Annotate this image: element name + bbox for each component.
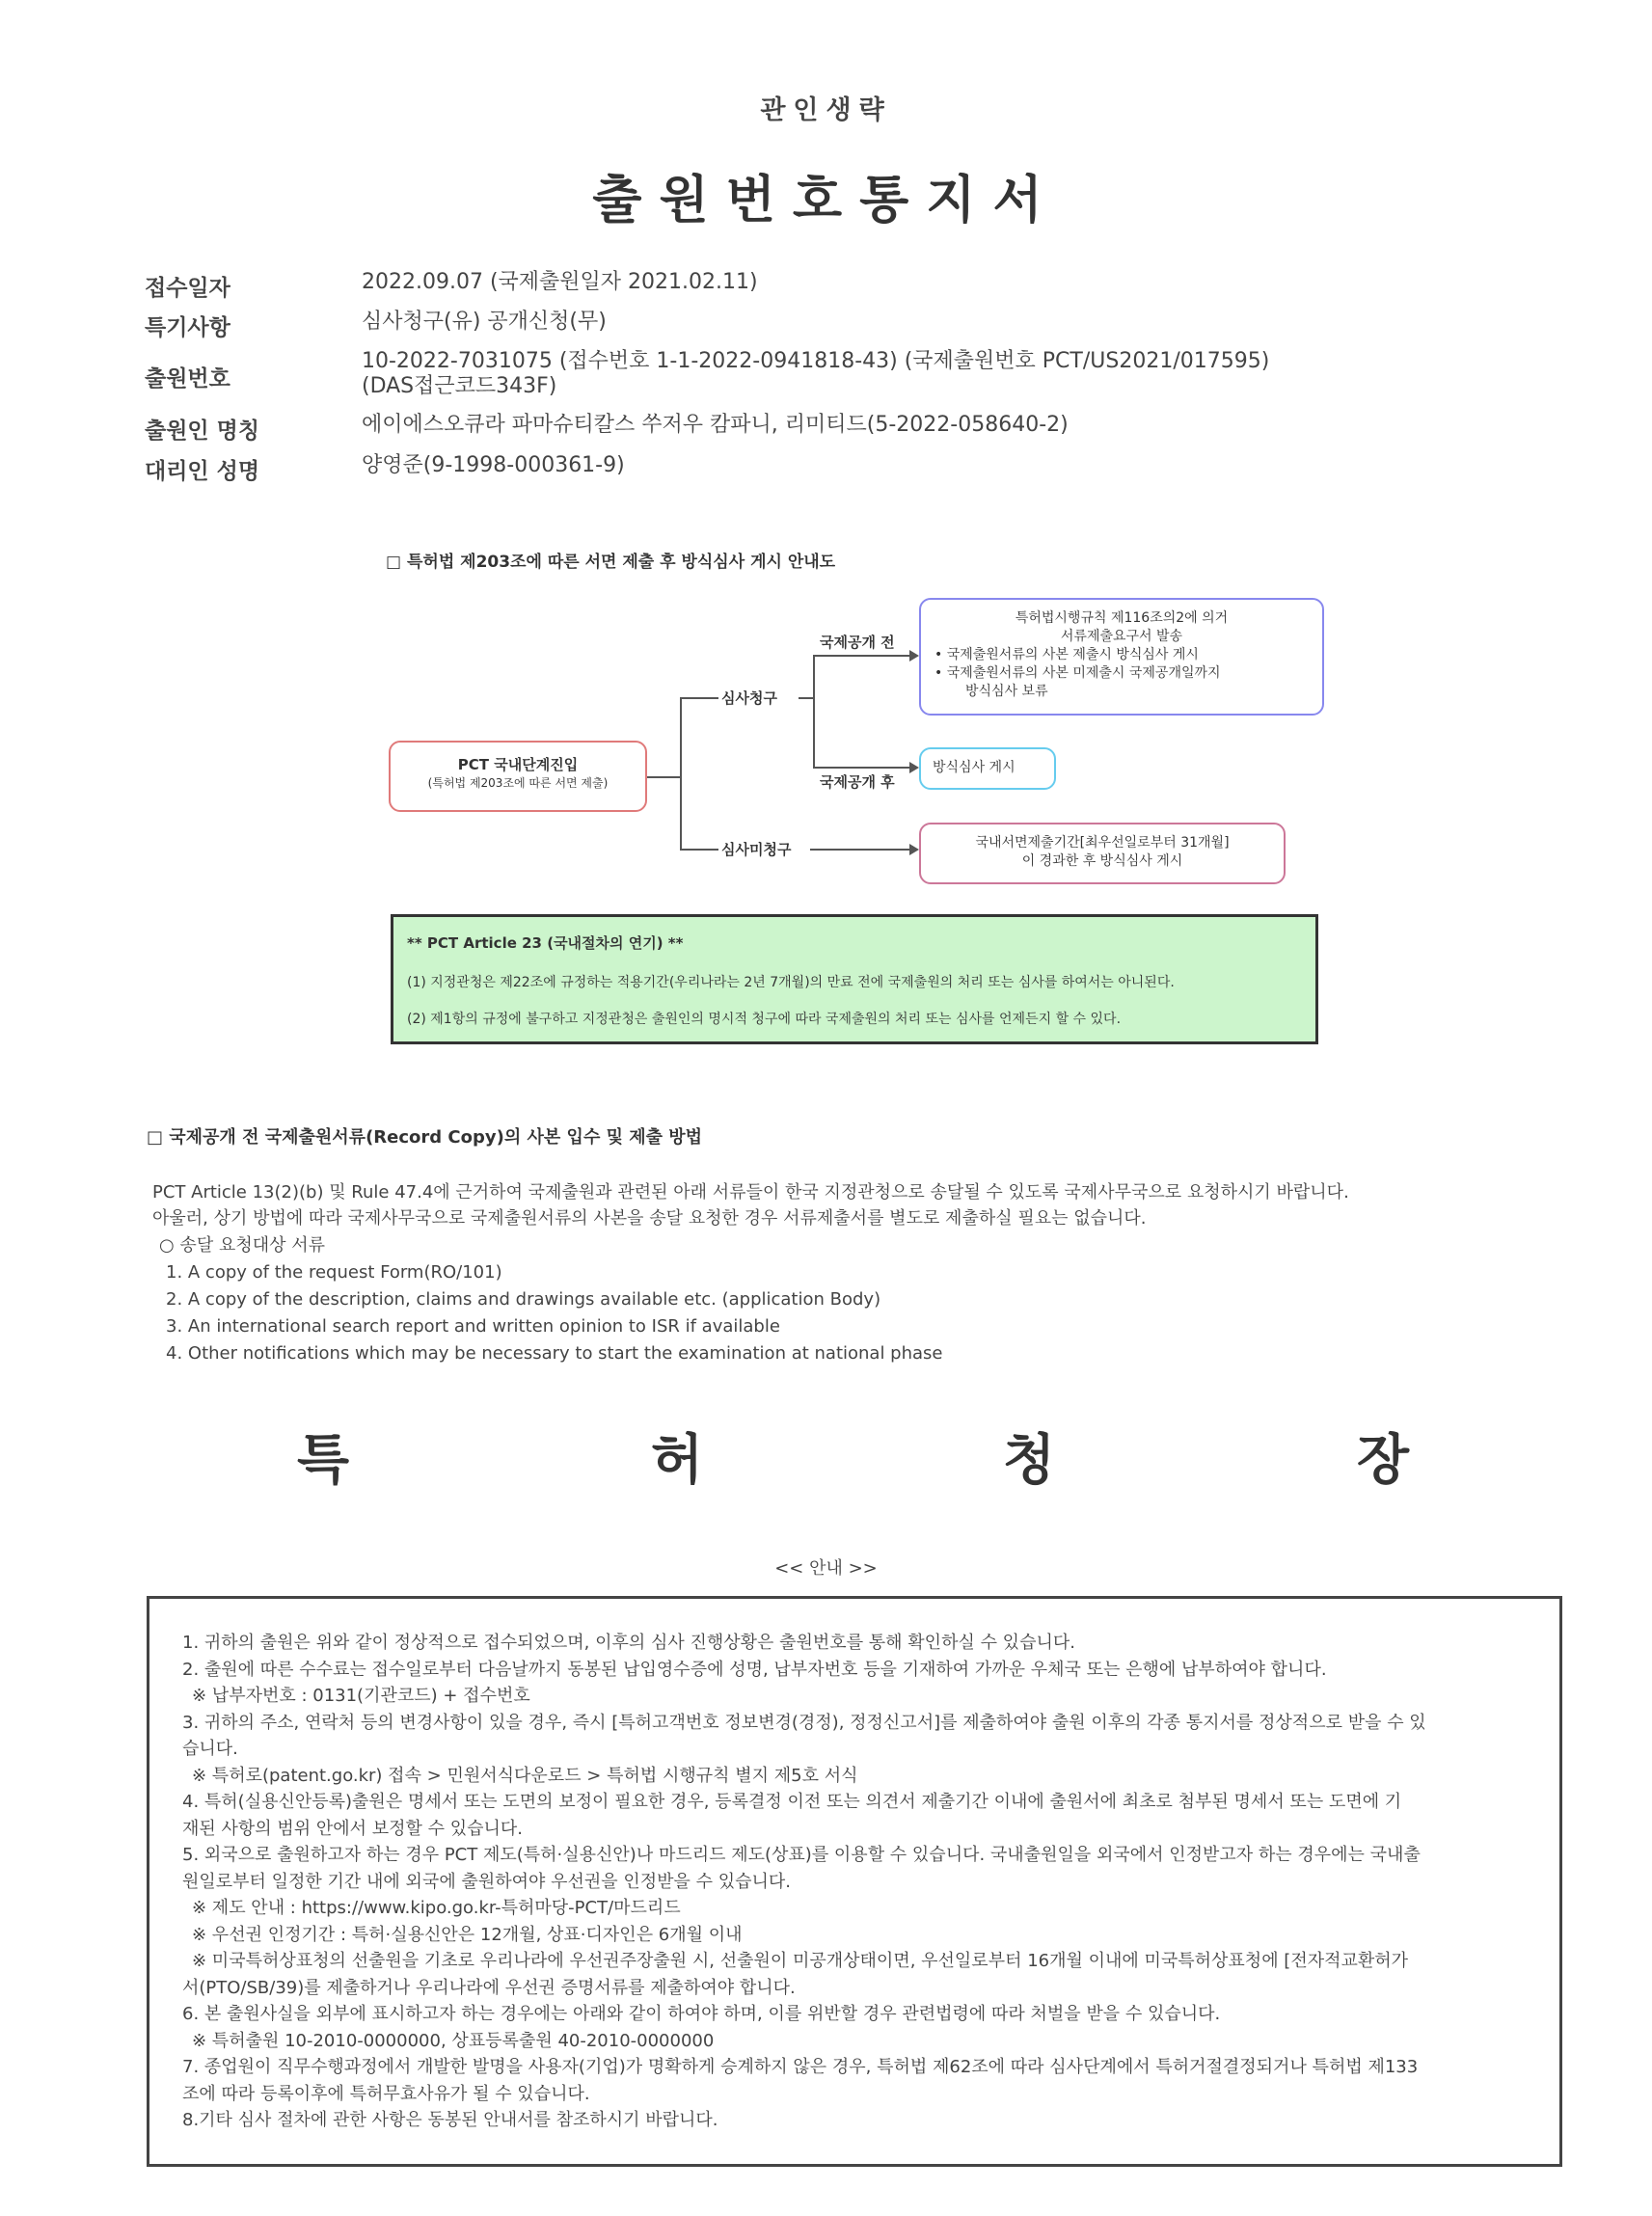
- notice-line: 5. 외국으로 출원하고자 하는 경우 PCT 제도(특허·실용신안)나 마드리드 제도(상표)를 이용할 수 있습니다. 국내출원일을 외국에서 인정받고자 하는 경우에는 국내출: [182, 1845, 1421, 1865]
- notice-line: 4. 특허(실용신안등록)출원은 명세서 또는 도면의 보정이 필요한 경우, 등록결정 이전 또는 의견서 제출기간 이내에 출원서에 최초로 첨부된 명세서 또는 도면에 기: [182, 1792, 1402, 1812]
- request-list-item: 1. A copy of the request Form(RO/101): [166, 1262, 502, 1283]
- info-value: 2022.09.07 (국제출원일자 2021.02.11): [362, 270, 758, 294]
- connector-line: [680, 849, 718, 851]
- pct-entry-label: PCT 국내단계진입: [457, 756, 579, 773]
- request-list-item: 3. An international search report and written opinion to ISR if available: [166, 1316, 780, 1337]
- info-label: 대리인 성명: [145, 459, 260, 484]
- notice-line: 8.기타 심사 절차에 관한 사항은 동봉된 안내서를 참조하시기 바랍니다.: [182, 2110, 718, 2130]
- signature-char: 청: [1003, 1429, 1056, 1492]
- notice-box: [147, 1596, 1562, 2167]
- branch-exam-requested: 심사청구: [721, 689, 777, 707]
- diagram-title: □ 특허법 제203조에 따른 서면 제출 후 방식심사 게시 안내도: [386, 553, 836, 572]
- notice-line: 서(PTO/SB/39)를 제출하거나 우리나라에 우선권 증명서류를 제출하여야 합니다.: [182, 1977, 796, 1998]
- connector-line: [680, 697, 718, 699]
- no-exam-box: [919, 823, 1286, 884]
- article-23-title: ** PCT Article 23 (국내절차의 연기) **: [407, 934, 684, 952]
- connector-line: [680, 697, 682, 849]
- notice-line: ※ 우선권 인정기간 : 특허·실용신안은 12개월, 상표·디자인은 6개월 이내: [192, 1924, 743, 1945]
- info-value: 에이에스오큐라 파마슈티칼스 쑤저우 캄파니, 리미티드(5-2022-058640-2): [362, 413, 1069, 437]
- das-code-line: (DAS접근코드343F): [362, 374, 557, 398]
- box-line: 국내서면제출기간[최우선일로부터 31개월]: [975, 835, 1230, 851]
- notice-line: 재된 사항의 범위 안에서 보정할 수 있습니다.: [182, 1818, 524, 1839]
- notice-line: 1. 귀하의 출원은 위와 같이 정상적으로 접수되었으며, 이후의 심사 진행상황은 출원번호를 통해 확인하실 수 있습니다.: [182, 1633, 1075, 1653]
- connector-line: [813, 655, 909, 657]
- notice-line: 3. 귀하의 주소, 연락처 등의 변경사항이 있을 경우, 즉시 [특허고객번호 정보변경(경정), 정정신고서]를 제출하여야 출원 이후의 각종 통지서를 정상적으로 받을 수 있: [182, 1712, 1426, 1733]
- branch-before-publication: 국제공개 전: [820, 634, 895, 651]
- arrow-head: [909, 650, 919, 662]
- connector-line: [799, 697, 813, 699]
- signature-char: 허: [651, 1429, 704, 1492]
- pct-entry-node: [389, 741, 647, 812]
- notice-line: ※ 제도 안내 : https://www.kipo.go.kr-특허마당-PCT/마드리드: [192, 1898, 681, 1918]
- branch-after-publication: 국제공개 후: [820, 773, 895, 791]
- connector-line: [813, 655, 815, 769]
- record-copy-heading: □ 국제공개 전 국제출원서류(Record Copy)의 사본 입수 및 제출 방법: [147, 1127, 703, 1148]
- info-label: 접수일자: [145, 276, 230, 301]
- request-list-item: 2. A copy of the description, claims and drawings available etc. (application Body): [166, 1289, 881, 1310]
- connector-line: [813, 767, 909, 769]
- pct-entry-sublabel: (특허법 제203조에 따른 서면 제출): [427, 776, 609, 790]
- signature-char: 장: [1357, 1429, 1410, 1492]
- info-label: 출원번호: [145, 366, 230, 392]
- signature-char: 특: [297, 1429, 350, 1492]
- record-copy-paragraph: 아울러, 상기 방법에 따라 국제사무국으로 국제출원서류의 사본을 송달 요청한 경우 서류제출서를 별도로 제출하실 필요는 없습니다.: [152, 1208, 1147, 1229]
- box-line: 이 경과한 후 방식심사 게시: [1021, 853, 1183, 869]
- after-publication-box: 방식심사 게시: [919, 747, 1056, 790]
- notice-line: 조에 따라 등록이후에 특허무효사유가 될 수 있습니다.: [182, 2083, 590, 2104]
- box-line: • 국제출원서류의 사본 미제출시 국제공개일까지: [934, 665, 1221, 681]
- box-line: • 국제출원서류의 사본 제출시 방식심사 게시: [934, 647, 1199, 662]
- pct-article-23-box: [391, 914, 1318, 1044]
- notice-line: 7. 종업원이 직무수행과정에서 개발한 발명을 사용자(기업)가 명확하게 승계하지 않은 경우, 특허법 제62조에 따라 심사단계에서 특허거절결정되거나 특허법 제133: [182, 2057, 1419, 2077]
- request-list-item: 4. Other notifications which may be necessary to start the examination at national phase: [166, 1343, 943, 1364]
- application-number-line: 10-2022-7031075 (접수번호 1-1-2022-0941818-43) (국제출원번호 PCT/US2021/017595): [362, 349, 1270, 373]
- notice-line: ※ 특허로(patent.go.kr) 접속 > 민원서식다운로드 > 특허법 시행규칙 별지 제5호 서식: [192, 1765, 858, 1786]
- article-23-clause-1: (1) 지정관청은 제22조에 규정하는 적용기간(우리나라는 2년 7개월)의 만료 전에 국제출원의 처리 또는 심사를 하여서는 아니된다.: [407, 975, 1175, 990]
- info-value: [362, 349, 1519, 399]
- arrow-head: [909, 762, 919, 773]
- notice-line: 습니다.: [182, 1739, 238, 1759]
- document-title: 출원번호통지서: [592, 171, 1060, 230]
- notice-line: ※ 특허출원 10-2010-0000000, 상표등록출원 40-2010-0000000: [192, 2030, 715, 2051]
- record-copy-paragraph: PCT Article 13(2)(b) 및 Rule 47.4에 근거하여 국제출원과 관련된 아래 서류들이 한국 지정관청으로 송달될 수 있도록 국제사무국으로 요청하시기 바랍니다.: [152, 1182, 1349, 1203]
- box-line: 서류제출요구서 발송: [1060, 629, 1183, 644]
- connector-line: [810, 849, 909, 851]
- article-23-clause-2: (2) 제1항의 규정에 불구하고 지정관청은 출원인의 명시적 청구에 따라 국제출원의 처리 또는 심사를 언제든지 할 수 있다.: [407, 1012, 1122, 1027]
- box-line: 방식심사 보류: [965, 684, 1048, 699]
- connector-line: [647, 776, 680, 778]
- before-publication-box: [919, 598, 1324, 716]
- branch-exam-not-requested: 심사미청구: [721, 841, 792, 858]
- box-line: 특허법시행규칙 제116조의2에 의거: [1015, 610, 1229, 626]
- arrow-head: [909, 844, 919, 855]
- guide-label: << 안내 >>: [774, 1558, 878, 1579]
- notice-line: 6. 본 출원사실을 외부에 표시하고자 하는 경우에는 아래와 같이 하여야 하며, 이를 위반할 경우 관련법령에 따라 처벌을 받을 수 있습니다.: [182, 2004, 1221, 2024]
- seal-omitted-text: 관인생략: [760, 95, 892, 125]
- info-value: 양영준(9-1998-000361-9): [362, 453, 625, 477]
- notice-line: ※ 납부자번호 : 0131(기관코드) + 접수번호: [192, 1686, 530, 1706]
- info-label: 특기사항: [145, 315, 230, 340]
- info-value: 심사청구(유) 공개신청(무): [362, 310, 607, 334]
- request-list-title: ○ 송달 요청대상 서류: [159, 1235, 325, 1256]
- notice-line: 원일로부터 일정한 기간 내에 외국에 출원하여야 우선권을 인정받을 수 있습니다.: [182, 1871, 792, 1892]
- info-label: 출원인 명칭: [145, 419, 260, 444]
- notice-line: ※ 미국특허상표청의 선출원을 기초로 우리나라에 우선권주장출원 시, 선출원이 미공개상태이면, 우선일로부터 16개월 이내에 미국특허상표청에 [전자적교환허가: [192, 1951, 1409, 1971]
- notice-line: 2. 출원에 따른 수수료는 접수일로부터 다음날까지 동봉된 납입영수증에 성명, 납부자번호 등을 기재하여 가까운 우체국 또는 은행에 납부하여야 합니다.: [182, 1659, 1327, 1680]
